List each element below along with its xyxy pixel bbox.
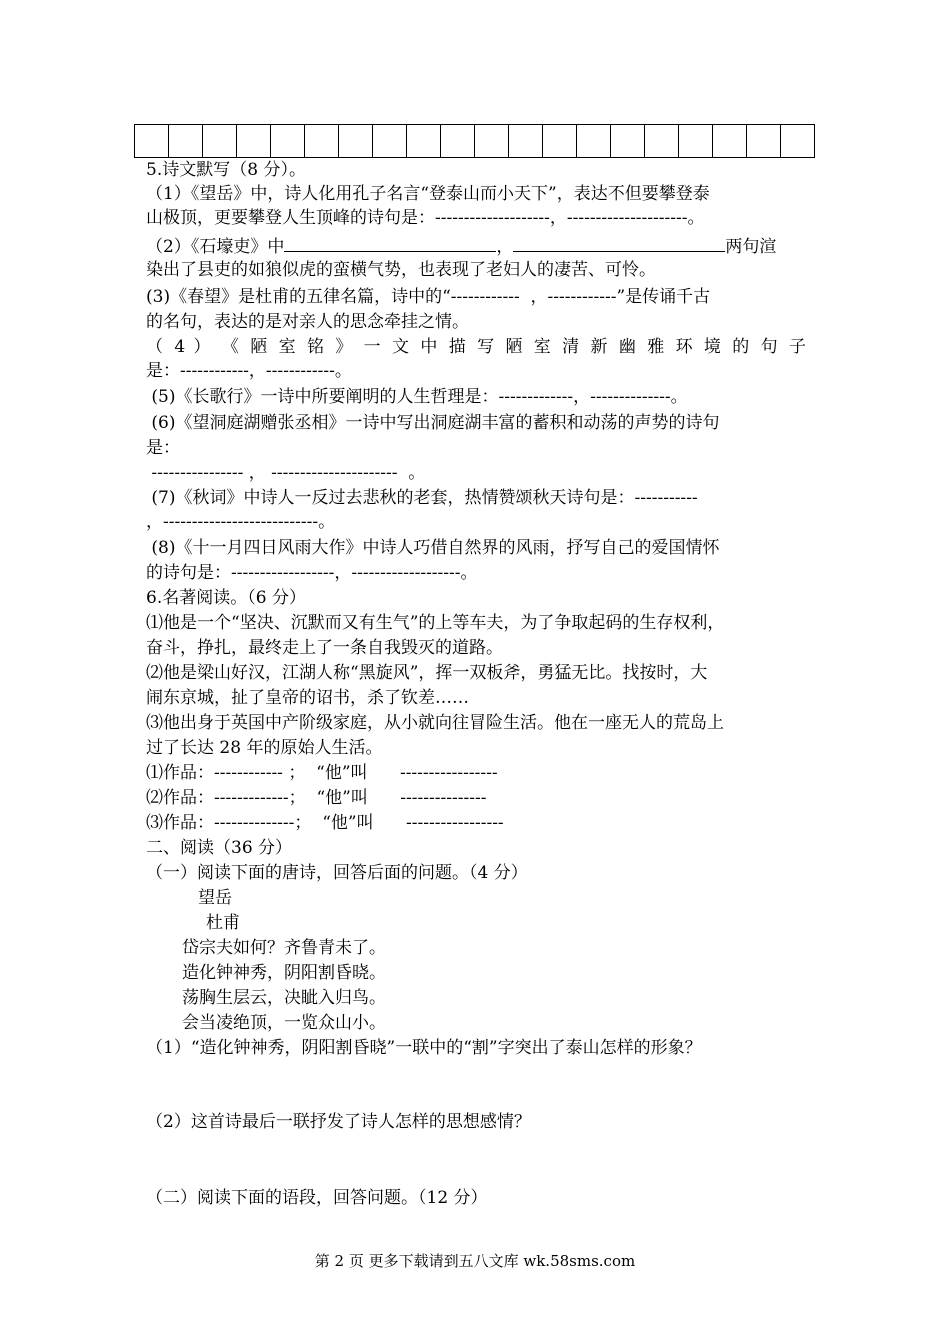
reading1-q2: （2）这首诗最后一联抒发了诗人怎样的思想感情？ <box>146 1112 531 1132</box>
poem-line3: 荡胸生层云，决眦入归鸟。 <box>182 988 386 1008</box>
grid-cell <box>271 125 305 158</box>
q5-item6-line1: (6)《望洞庭湖赠张丞相》一诗中写出洞庭湖丰富的蓄积和动荡的声势的诗句 <box>146 413 720 433</box>
grid-cell <box>169 125 203 158</box>
q5-item8-line1: (8)《十一月四日风雨大作》中诗人巧借自然界的风雨，抒写自己的爱国情怀 <box>146 538 720 558</box>
q6-answer2: ⑵作品：-------------； “他”叫 --------------- <box>146 788 487 808</box>
answer-blank <box>284 233 496 252</box>
poem-title: 望岳 <box>198 888 232 908</box>
reading1-heading: （一）阅读下面的唐诗，回答后面的问题。（4 分） <box>146 863 528 883</box>
grid-cell <box>713 125 747 158</box>
q5-item2-suffix: 两句渲 <box>725 237 777 257</box>
grid-cell <box>611 125 645 158</box>
q5-item1-line1: （1）《望岳》中，诗人化用孔子名言“登泰山而小天下”，表达不但要攀登泰 <box>146 184 710 204</box>
page-footer: 第 2 页 更多下载请到五八文库 wk.58sms.com <box>314 1252 636 1270</box>
poem-line1: 岱宗夫如何？齐鲁青未了。 <box>182 938 386 958</box>
grid-cell <box>305 125 339 158</box>
q5-item2-prefix: （2）《石壕吏》中 <box>146 237 285 257</box>
q5-item2-line1 <box>146 233 776 259</box>
q5-item6-line3: ---------------- ， ---------------------- 。 <box>146 463 426 483</box>
q6-desc1-line2: 奋斗，挣扎，最终走上了一条自我毁灭的道路。 <box>146 638 503 658</box>
q5-item5: (5)《长歌行》一诗中所要阐明的人生哲理是：-------------，--------------。 <box>146 387 688 407</box>
q5-item2-comma: ， <box>496 237 514 257</box>
q6-desc3-line1: ⑶他出身于英国中产阶级家庭，从小就向往冒险生活。他在一座无人的荒岛上 <box>146 713 724 733</box>
answer-grid <box>134 124 815 158</box>
grid-cell <box>509 125 543 158</box>
grid-cell <box>373 125 407 158</box>
q5-item6-line2: 是： <box>146 438 180 458</box>
grid-cell <box>203 125 237 158</box>
q5-item7-line1: (7)《秋词》中诗人一反过去悲秋的老套，热情赞颂秋天诗句是：----------- <box>146 488 698 508</box>
grid-cell <box>135 125 169 158</box>
q5-item1-line2: 山极顶，更要攀登人生顶峰的诗句是：--------------------，---------------------。 <box>146 208 705 228</box>
grid-cell <box>407 125 441 158</box>
grid-cell <box>679 125 713 158</box>
q6-answer1: ⑴作品：------------ ； “他”叫 ----------------- <box>146 763 498 783</box>
grid-cell <box>475 125 509 158</box>
poem-line4: 会当凌绝顶，一览众山小。 <box>182 1013 386 1033</box>
grid-cell <box>781 125 815 158</box>
q6-desc2-line1: ⑵他是梁山好汉，江湖人称“黑旋风”，挥一双板斧，勇猛无比。找按时，大 <box>146 663 708 683</box>
grid-cell <box>543 125 577 158</box>
grid-cell <box>441 125 475 158</box>
q5-heading: 5.诗文默写（8 分）。 <box>146 160 306 180</box>
q5-item4-line2: 是：------------，------------。 <box>146 361 352 381</box>
answer-blank <box>513 233 725 252</box>
q5-item4-line1: （ 4 ） 《 陋 室 铭 》 一 文 中 描 写 陋 室 清 新 幽 雅 环 境 的 句 子 <box>146 337 806 357</box>
reading1-q1: （1）“造化钟神秀，阴阳割昏晓”一联中的“割”字突出了泰山怎样的形象？ <box>146 1038 702 1058</box>
q5-item2-line2: 染出了县吏的如狼似虎的蛮横气势，也表现了老妇人的凄苦、可怜。 <box>146 260 656 280</box>
grid-cell <box>645 125 679 158</box>
grid-cell <box>339 125 373 158</box>
reading2-heading: （二）阅读下面的语段，回答问题。（12 分） <box>146 1188 488 1208</box>
q6-heading: 6.名著阅读。（6 分） <box>146 588 306 608</box>
q6-desc1-line1: ⑴他是一个“坚决、沉默而又有生气”的上等车夫，为了争取起码的生存权利， <box>146 613 725 633</box>
grid-cell <box>747 125 781 158</box>
section2-heading: 二、阅读（36 分） <box>146 838 293 858</box>
q5-item8-line2: 的诗句是：------------------，-------------------。 <box>146 563 478 583</box>
poem-author: 杜甫 <box>206 913 240 933</box>
q6-desc2-line2: 闹东京城，扯了皇帝的诏书，杀了钦差…… <box>146 688 469 708</box>
poem-line2: 造化钟神秀，阴阳割昏晓。 <box>182 963 386 983</box>
q5-item7-line2: ，---------------------------。 <box>146 512 336 532</box>
q6-desc3-line2: 过了长达 28 年的原始人生活。 <box>146 738 383 758</box>
grid-cell <box>237 125 271 158</box>
q5-item3-line1: (3)《春望》是杜甫的五律名篇，诗中的“------------ ，------------”是传诵千古 <box>146 287 711 307</box>
grid-cell <box>577 125 611 158</box>
q6-answer3: ⑶作品：--------------； “他”叫 ----------------- <box>146 813 504 833</box>
q5-item3-line2: 的名句，表达的是对亲人的思念牵挂之情。 <box>146 312 469 332</box>
